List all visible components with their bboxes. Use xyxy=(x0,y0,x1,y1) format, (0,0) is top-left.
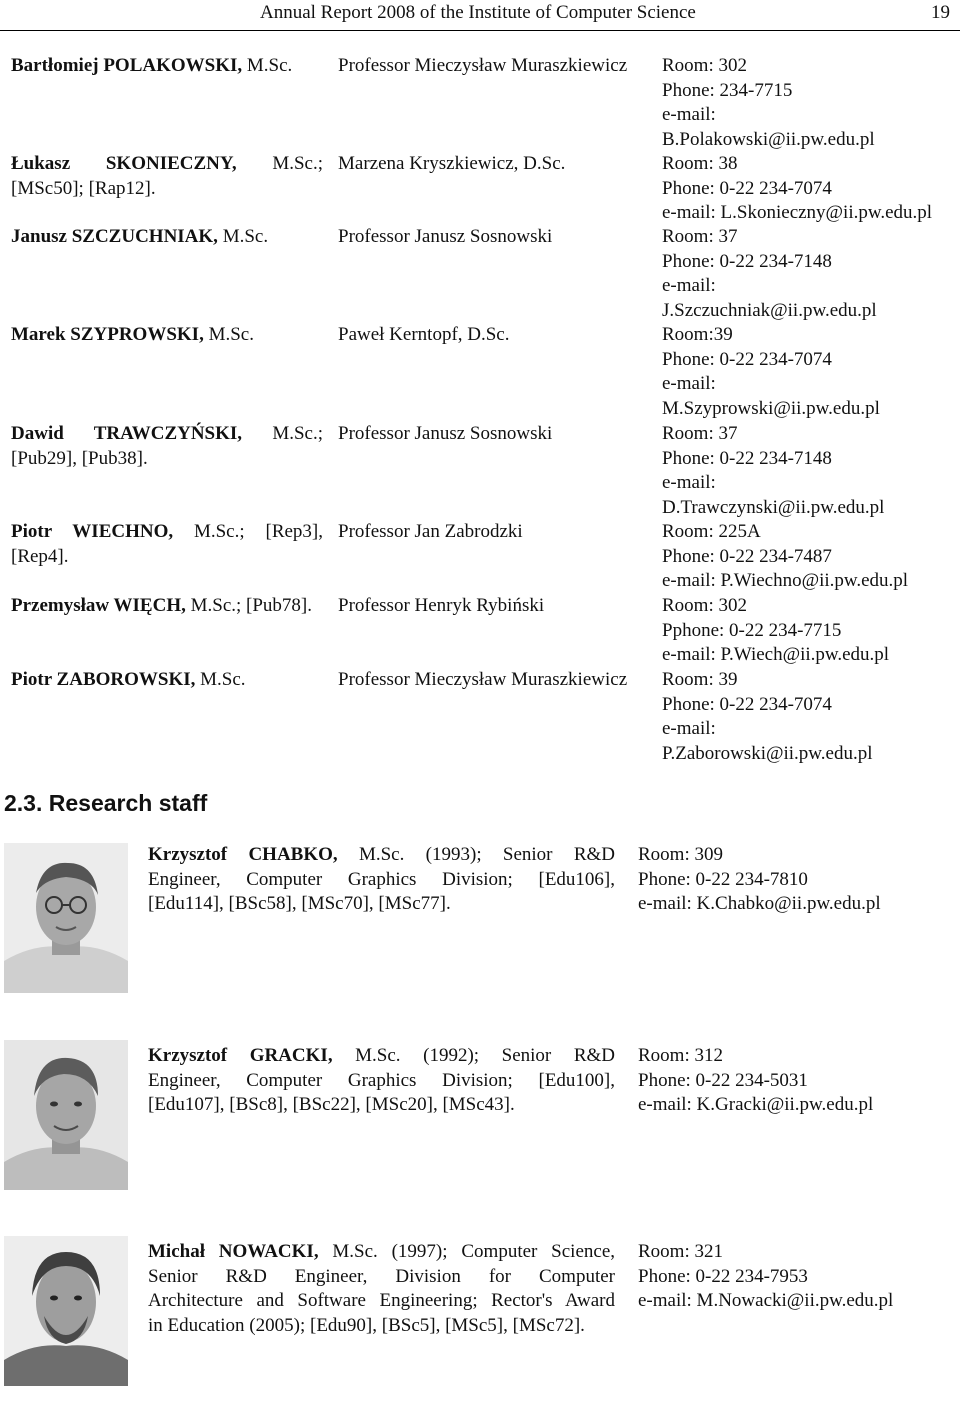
staff-name: Michał NOWACKI, xyxy=(148,1241,319,1262)
student-degree: M.Sc.; xyxy=(236,153,323,174)
phone: Phone: 0-22 234-7953 xyxy=(638,1265,808,1287)
bio-line: M.Sc. (1992); Senior R&D xyxy=(332,1045,615,1066)
phone: Pphone: 0-22 234-7715 xyxy=(662,619,842,641)
room: Room: 302 xyxy=(662,55,747,76)
bio-line: Senior R&D Engineer, Division for Computer xyxy=(148,1265,615,1287)
portrait-photo xyxy=(4,1040,128,1190)
student-degree: M.Sc.; xyxy=(242,423,323,444)
staff-name: Krzysztof GRACKI, xyxy=(148,1045,333,1066)
email[interactable]: P.Zaborowski@ii.pw.edu.pl xyxy=(662,742,873,764)
bio-line: [Edu107], [BSc8], [BSc22], [MSc20], [MSc43]. xyxy=(148,1094,515,1116)
student-degree: M.Sc.; [Pub78]. xyxy=(185,595,313,616)
student-name: Łukasz SKONIECZNY, xyxy=(11,153,237,174)
student-name: Piotr WIECHNO, xyxy=(11,521,174,542)
room: Room: 39 xyxy=(662,669,738,690)
student-degree: M.Sc. xyxy=(203,324,254,345)
email[interactable]: e-mail: M.Nowacki@ii.pw.edu.pl xyxy=(638,1290,894,1312)
room: Room: 225A xyxy=(662,521,761,542)
contact-block xyxy=(662,520,960,594)
email[interactable]: e-mail: K.Chabko@ii.pw.edu.pl xyxy=(638,893,881,915)
contact-block xyxy=(662,323,960,421)
supervisor: Professor Henryk Rybiński xyxy=(338,595,545,616)
page-header xyxy=(0,0,960,31)
phone: Phone: 0-22 234-7148 xyxy=(662,250,832,272)
student-refs: [MSc50]; [Rap12]. xyxy=(11,177,156,199)
phone: Phone: 0-22 234-7487 xyxy=(662,545,832,567)
supervisor: Paweł Kerntopf, D.Sc. xyxy=(338,324,510,345)
student-name: Dawid TRAWCZYŃSKI, xyxy=(11,423,243,444)
phone: Phone: 0-22 234-5031 xyxy=(638,1069,808,1091)
bio-line: Engineer, Computer Graphics Division; [Edu106], xyxy=(148,868,615,890)
room: Room: 38 xyxy=(662,153,738,174)
phone: Phone: 0-22 234-7074 xyxy=(662,693,832,715)
student-name: Marek SZYPROWSKI, xyxy=(11,324,204,345)
phone: Phone: 234-7715 xyxy=(662,79,793,101)
contact-block xyxy=(662,54,960,152)
staff-bio xyxy=(148,843,615,917)
contact-block xyxy=(638,1044,958,1118)
contact-block xyxy=(662,594,960,668)
room: Room: 312 xyxy=(638,1045,723,1066)
bio-line: in Education (2005); [Edu90], [BSc5], [MSc5], [MSc72]. xyxy=(148,1314,585,1336)
staff-bio xyxy=(148,1044,615,1118)
email[interactable]: B.Polakowski@ii.pw.edu.pl xyxy=(662,128,875,150)
student-name: Janusz SZCZUCHNIAK, xyxy=(11,226,218,247)
contact-block xyxy=(662,152,960,226)
room: Room: 37 xyxy=(662,423,738,444)
student-name: Przemysław WIĘCH, xyxy=(11,595,186,616)
contact-block xyxy=(638,1240,958,1314)
email[interactable]: e-mail: K.Gracki@ii.pw.edu.pl xyxy=(638,1094,874,1116)
supervisor: Professor Janusz Sosnowski xyxy=(338,423,553,444)
phone: Phone: 0-22 234-7074 xyxy=(662,177,832,199)
email-label: e-mail: xyxy=(662,373,716,395)
contact-block xyxy=(662,225,960,323)
email[interactable]: D.Trawczynski@ii.pw.edu.pl xyxy=(662,496,885,518)
room: Room:39 xyxy=(662,324,733,345)
staff-bio xyxy=(148,1240,615,1338)
email[interactable]: e-mail: L.Skonieczny@ii.pw.edu.pl xyxy=(662,202,933,224)
bio-line: M.Sc. (1997); Computer Science, xyxy=(318,1241,615,1262)
email[interactable]: e-mail: P.Wiechno@ii.pw.edu.pl xyxy=(662,570,909,592)
bio-line: Engineer, Computer Graphics Division; [Edu100], xyxy=(148,1069,615,1091)
student-refs: [Pub29], [Pub38]. xyxy=(11,447,148,469)
bio-line: Architecture and Software Engineering; Rector's Award xyxy=(148,1290,615,1312)
student-refs: [Rep4]. xyxy=(11,545,69,567)
email-label: e-mail: xyxy=(662,104,716,126)
student-degree: M.Sc. xyxy=(242,55,293,76)
email-label: e-mail: xyxy=(662,275,716,297)
student-name: Piotr ZABOROWSKI, xyxy=(11,669,196,690)
phone: Phone: 0-22 234-7074 xyxy=(662,348,832,370)
portrait-photo xyxy=(4,1236,128,1386)
page-number: 19 xyxy=(931,2,950,23)
staff-name: Krzysztof CHABKO, xyxy=(148,844,338,865)
contact-block xyxy=(638,843,958,917)
email[interactable]: J.Szczuchniak@ii.pw.edu.pl xyxy=(662,299,877,321)
phone: Phone: 0-22 234-7810 xyxy=(638,868,808,890)
room: Room: 309 xyxy=(638,844,723,865)
section-heading: 2.3. Research staff xyxy=(4,790,208,816)
room: Room: 37 xyxy=(662,226,738,247)
student-degree: M.Sc.; [Rep3], xyxy=(173,521,323,542)
room: Room: 302 xyxy=(662,595,747,616)
email[interactable]: M.Szyprowski@ii.pw.edu.pl xyxy=(662,397,880,419)
supervisor: Professor Mieczysław Muraszkiewicz xyxy=(338,669,628,690)
email-label: e-mail: xyxy=(662,472,716,494)
portrait-photo xyxy=(4,843,128,993)
phone: Phone: 0-22 234-7148 xyxy=(662,447,832,469)
email-label: e-mail: xyxy=(662,718,716,740)
bio-line: M.Sc. (1993); Senior R&D xyxy=(337,844,615,865)
student-degree: M.Sc. xyxy=(195,669,246,690)
contact-block xyxy=(662,422,960,520)
supervisor: Professor Jan Zabrodzki xyxy=(338,521,523,542)
room: Room: 321 xyxy=(638,1241,723,1262)
contact-block xyxy=(662,668,960,766)
email[interactable]: e-mail: P.Wiech@ii.pw.edu.pl xyxy=(662,644,890,666)
student-name: Bartłomiej POLAKOWSKI, xyxy=(11,55,243,76)
bio-line: [Edu114], [BSc58], [MSc70], [MSc77]. xyxy=(148,893,451,915)
student-degree: M.Sc. xyxy=(217,226,269,247)
supervisor: Marzena Kryszkiewicz, D.Sc. xyxy=(338,153,566,174)
supervisor: Professor Janusz Sosnowski xyxy=(338,226,553,247)
supervisor: Professor Mieczysław Muraszkiewicz xyxy=(338,55,628,76)
report-title: Annual Report 2008 of the Institute of Computer Science xyxy=(260,2,696,23)
